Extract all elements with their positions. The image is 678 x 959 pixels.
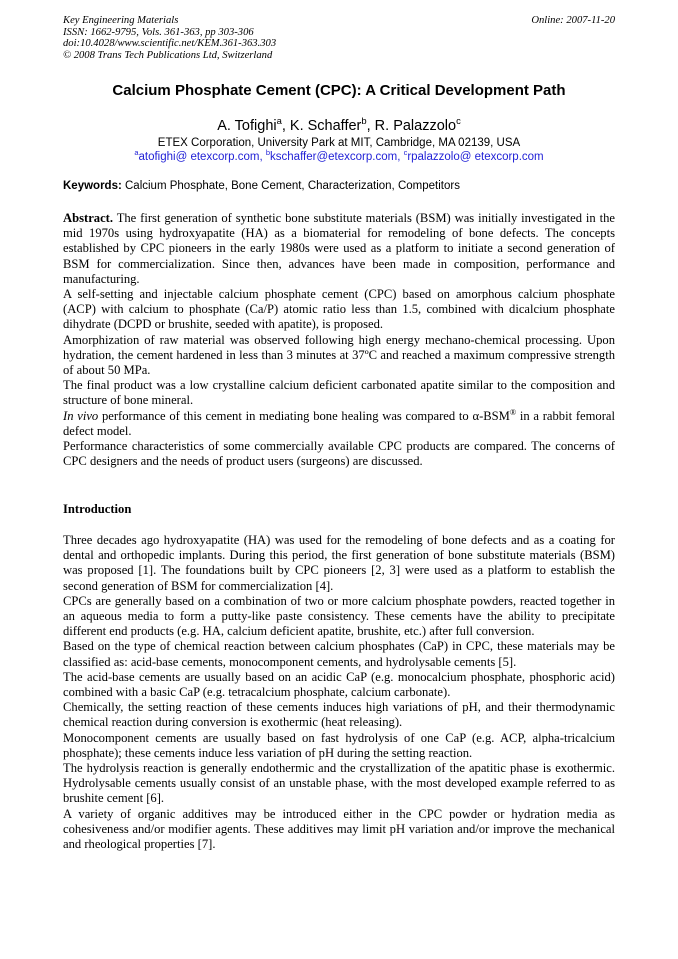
email-link[interactable]: atofighi@ etexcorp.com — [138, 151, 260, 163]
abstract-text: The first generation of synthetic bone substitute materials (BSM) was initially investigated in the mid 1970s using hydroxyapatite (HA) as a biomaterial for remodeling of bone defects. The concepts established by CPC pioneers in the early 1980s were used as a platform to initiate a second generation of BSM for commercialization. Since then, advances have been made in composition, performance and manufacturing. — [63, 211, 615, 286]
registered-mark: ® — [509, 407, 517, 417]
author-sup: c — [456, 115, 461, 127]
abstract-text: in a rabbit femoral defect model. — [63, 408, 615, 438]
copyright-line: © 2008 Trans Tech Publications Ltd, Switzerland — [63, 49, 273, 61]
email-link[interactable]: rpalazzolo@ etexcorp.com — [407, 151, 544, 163]
affiliation: ETEX Corporation, University Park at MIT, Cambridge, MA 02139, USA — [157, 137, 521, 149]
intro-paragraph: CPCs are generally based on a combination of two or more calcium phosphate powders, reacted together in an aqueous media to form a putty-like paste consistency. These cements have the ability to precipitate different end products (e.g. HA, calcium deficient apatite, brushite, etc.) after full conversion. — [63, 593, 615, 639]
abstract-paragraph — [63, 409, 615, 439]
intro-paragraph: The acid-base cements are usually based on an acidic CaP (e.g. monocalcium phosphate, phosphoric acid) combined with a basic CaP (e.g. tetracalcium phosphate, calcium carbonate). — [63, 669, 615, 700]
author-sup: b — [361, 115, 367, 127]
intro-paragraph: Monocomponent cements are usually based on fast hydrolysis of one CaP (e.g. ACP, alpha-tricalcium phosphate); these cements induce less variation of pH during the setting reaction. — [63, 730, 615, 760]
abstract-paragraph: A self-setting and injectable calcium phosphate cement (CPC) based on amorphous calcium phosphate (ACP) with calcium to phosphate (Ca/P) atomic ratio less than 1.5, combined with dicalcium phosphate dihydrate (DCPD or brushite, seeded with apatite), is proposed. — [63, 287, 615, 332]
email-sup: b — [265, 148, 271, 158]
intro-paragraph: Based on the type of chemical reaction between calcium phosphates (CaP) in CPC, these materials may be classified as: acid-base cements, monocomponent cements, and hydrolysable cements [5]. — [63, 639, 615, 669]
email-sup: c — [403, 148, 408, 158]
author-name: K. Schaffer — [289, 118, 362, 134]
keywords-label: Keywords: — [63, 180, 122, 192]
issn-line: ISSN: 1662-9795, Vols. 361-363, pp 303-306 — [63, 26, 254, 38]
abstract-paragraph: Performance characteristics of some commercially available CPC products are compared. The concerns of CPC designers and the needs of product users (surgeons) are discussed. — [63, 439, 615, 469]
abstract-label: Abstract. — [63, 211, 114, 225]
intro-paragraph: The hydrolysis reaction is generally endothermic and the crystallization of the apatitic phase is exothermic. Hydrolysable cements usually consist of an unstable phase, with the most developed example referred to as brushite cement [6]. — [63, 761, 615, 806]
abstract-paragraph: Amorphization of raw material was observed following high energy mechano-chemical processing. Upon hydration, the cement hardened in less than 3 minutes at 37ºC and reached a maximum compressive strength of about 50 MPa. — [63, 332, 615, 378]
intro-paragraph: A variety of organic additives may be introduced either in the CPC powder or hydration media as cohesiveness and/or modifier agents. These additives may limit pH variation and/or improve the mechanical and rheological properties [7]. — [63, 806, 615, 852]
in-vivo-italic: In vivo — [63, 408, 99, 423]
section-heading-introduction: Introduction — [63, 502, 132, 516]
abstract-paragraph — [63, 211, 615, 287]
doi-line: doi:10.4028/www.scientific.net/KEM.361-363.303 — [63, 38, 277, 50]
email-list: $^a$atofighi@ etexcorp.com, $^b$kschaffer@etexcorp.com, $^c$rpalazzolo@ etexcorp.com — [134, 148, 544, 163]
email-sup: a — [134, 148, 139, 158]
keywords-text: Calcium Phosphate, Bone Cement, Characterization, Competitors — [125, 180, 460, 192]
abstract-text: performance of this cement in mediating bone healing was compared to α-BSM — [101, 408, 510, 423]
intro-paragraph: Chemically, the setting reaction of these cements induces high variations of pH, and their thermodynamic chemical reaction during conversion is exothermic (heat releasing). — [63, 700, 615, 730]
author-name: R. Palazzolo — [374, 118, 457, 134]
author-sup: a — [276, 115, 282, 127]
journal-header — [63, 15, 615, 61]
keywords — [63, 180, 615, 192]
introduction-body — [63, 533, 615, 852]
abstract-paragraph: The final product was a low crystalline calcium deficient carbonated apatite similar to the composition and structure of bone mineral. — [63, 378, 615, 408]
paper-title: Calcium Phosphate Cement (CPC): A Critical Development Path — [112, 82, 566, 99]
intro-paragraph: Three decades ago hydroxyapatite (HA) was used for the remodeling of bone defects and as a coating for dental and orthopedic implants. During this period, the first generation of bone substitute materials (BSM) was proposed [1]. The foundations built by CPC pioneers [2, 3] were used as a platform to establish the second generation of BSM for commercialization [4]. — [63, 533, 615, 593]
author-name: A. Tofighi — [217, 118, 277, 134]
abstract — [63, 211, 615, 469]
author-list: A. Tofighi$^a$, K. Schaffer$^b$, R. Palazzolo$^c$ — [217, 115, 461, 134]
online-date: Online: 2007-11-20 — [531, 15, 615, 26]
email-link[interactable]: kschaffer@etexcorp.com — [270, 151, 398, 163]
journal-name: Key Engineering Materials — [63, 15, 179, 26]
